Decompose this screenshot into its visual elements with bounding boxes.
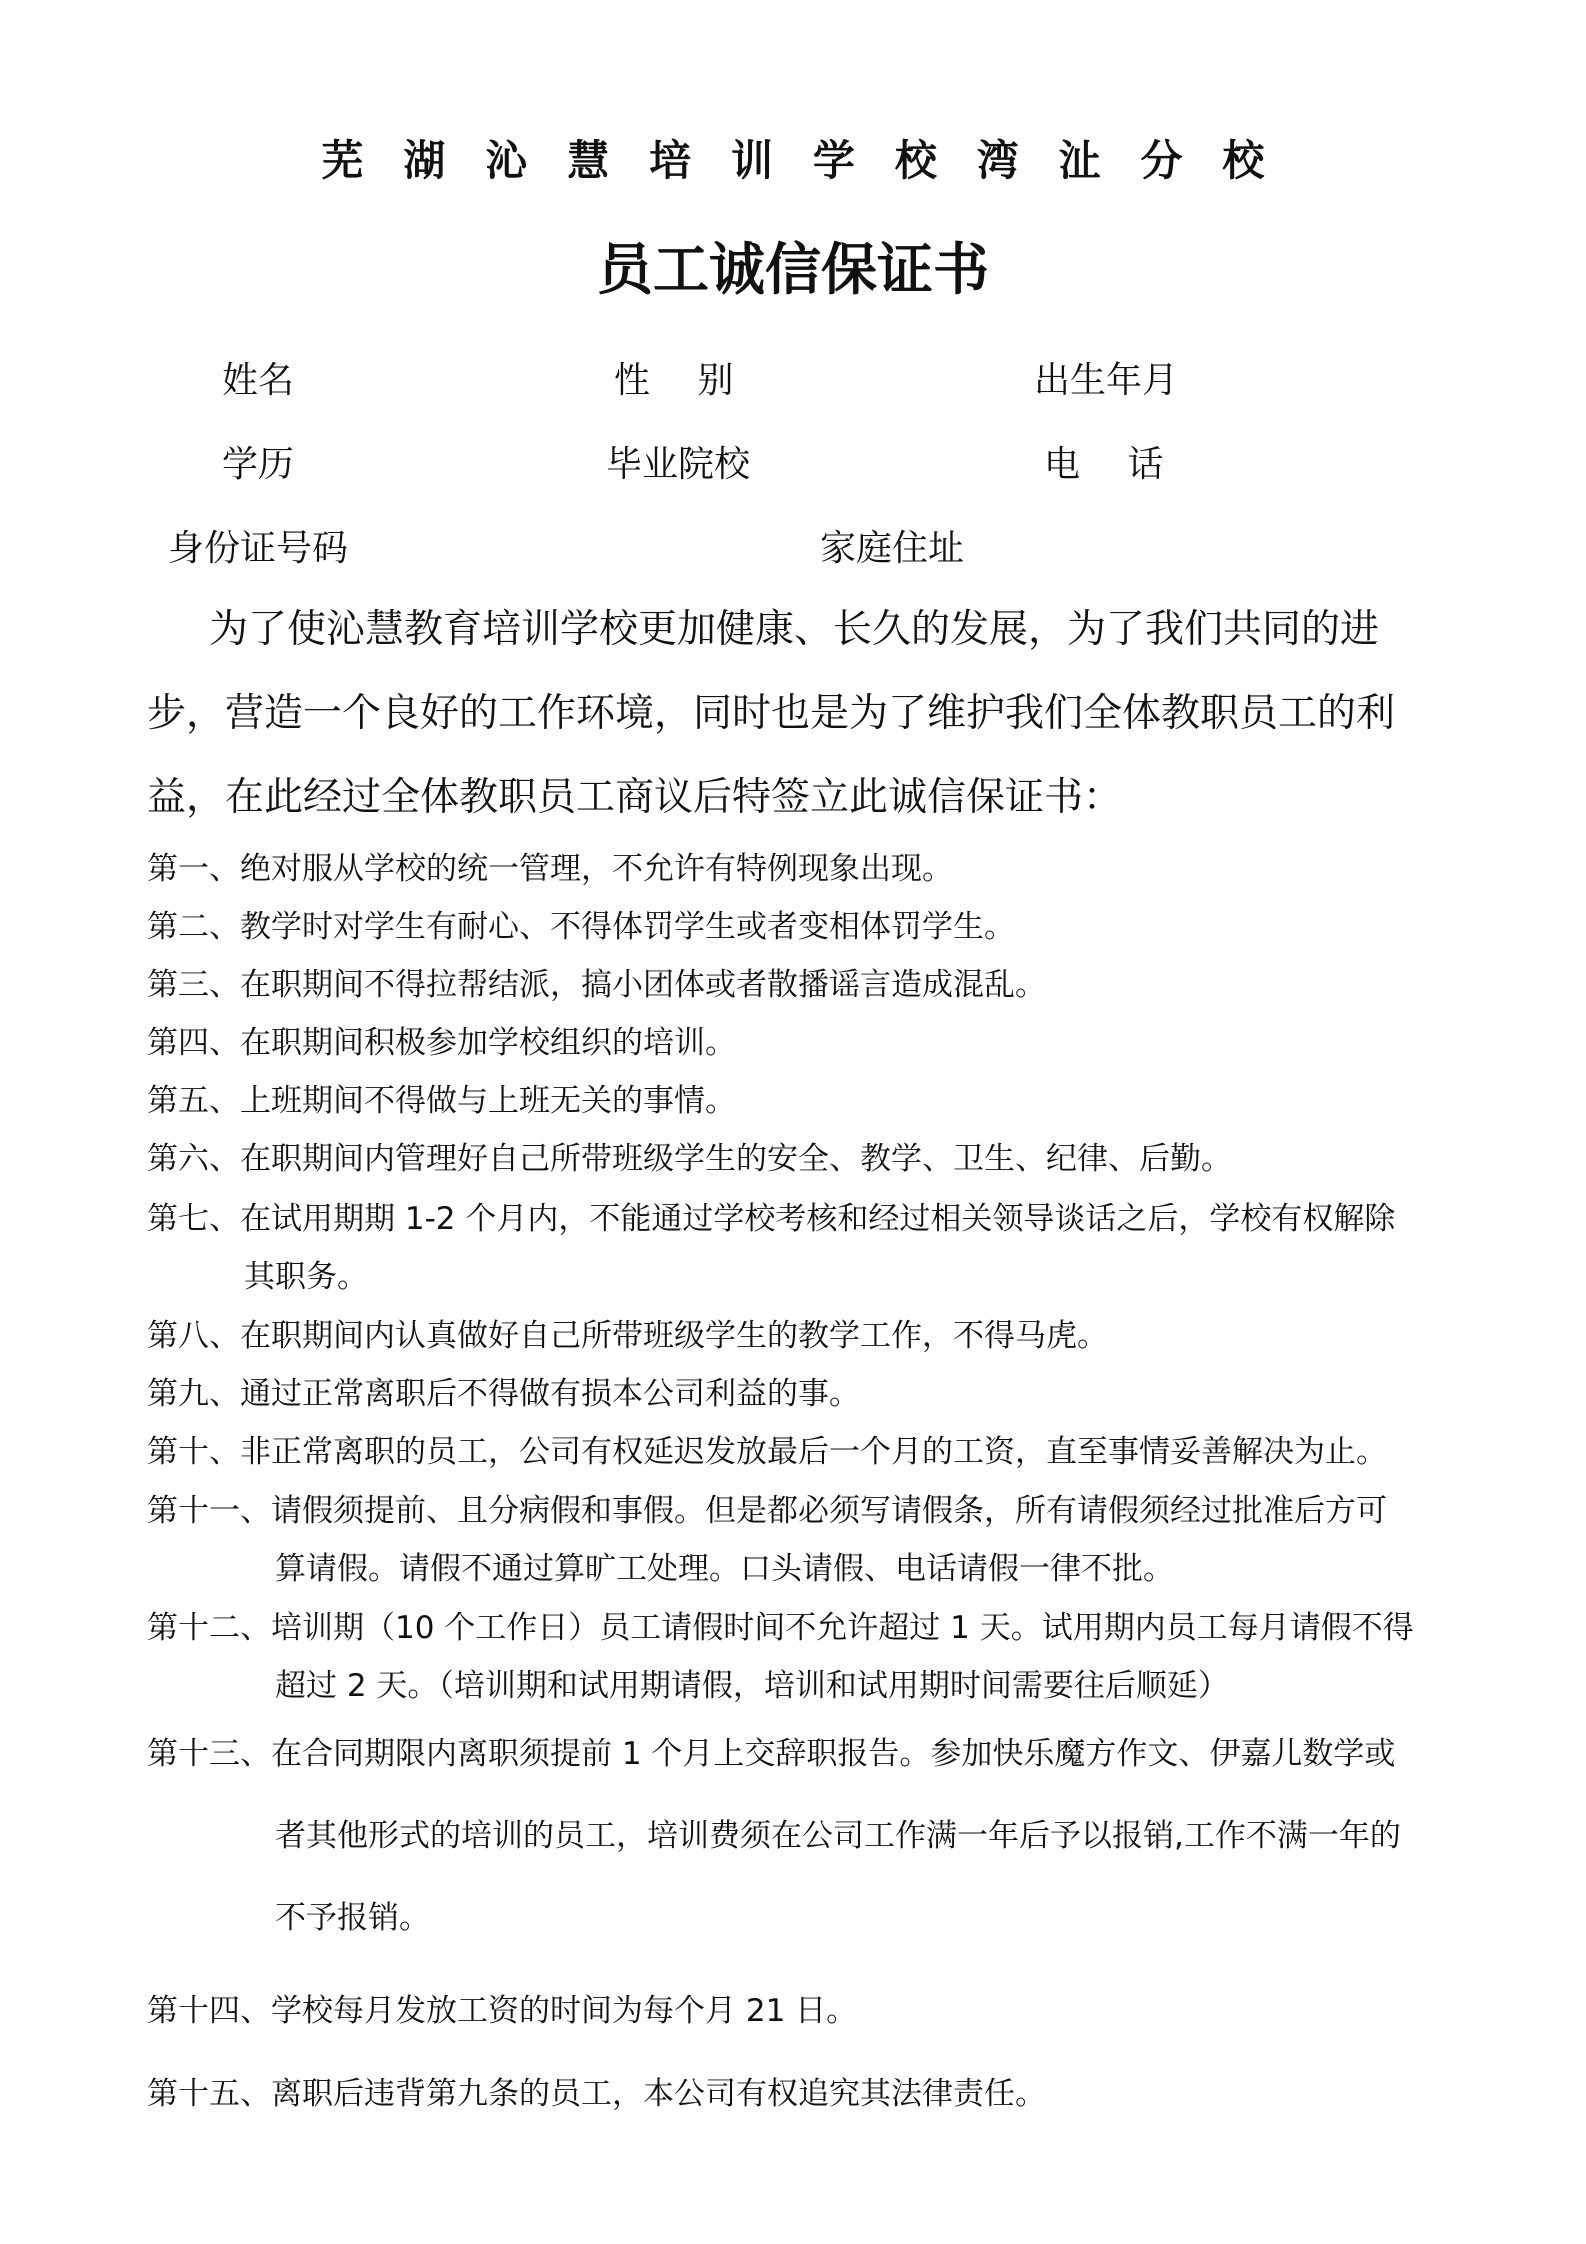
rule-label: 第八、 xyxy=(147,1318,240,1354)
rule-label: 第一、 xyxy=(147,851,240,887)
rule-label: 第五、 xyxy=(147,1083,240,1119)
rule-label: 第十二、 xyxy=(147,1610,271,1646)
rule-text: 通过正常离职后不得做有损本公司利益的事。 xyxy=(240,1376,860,1412)
rule-text: 上班期间不得做与上班无关的事情。 xyxy=(240,1083,736,1119)
rule-label: 第七、 xyxy=(147,1201,240,1237)
rule-text: 绝对服从学校的统一管理，不允许有特例现象出现。 xyxy=(240,851,953,887)
rule-item xyxy=(147,1075,1457,1120)
rule-label: 第六、 xyxy=(147,1141,240,1177)
rule-item xyxy=(147,1602,1457,1704)
rule-text: 在试用期期 1-2 个月内，不能通过学校考核和经过相关领导谈话之后，学校有权解除 xyxy=(240,1201,1396,1237)
rule-item xyxy=(147,1485,1457,1587)
rule-item xyxy=(147,843,1457,888)
rule-text: 者其他形式的培训的员工，培训费须在公司工作满一年后予以报销,工作不满一年的 xyxy=(275,1818,1401,1854)
rule-item xyxy=(147,2068,1457,2113)
field-phone-label: 电 话 xyxy=(1044,444,1164,485)
rule-text: 教学时对学生有耐心、不得体罚学生或者变相体罚学生。 xyxy=(240,909,1015,945)
field-birth-label: 出生年月 xyxy=(1034,360,1179,401)
rule-text: 在合同期限内离职须提前 1 个月上交辞职报告。参加快乐魔方作文、伊嘉儿数学或 xyxy=(271,1736,1396,1772)
rule-text: 在职期间内管理好自己所带班级学生的安全、教学、卫生、纪律、后勤。 xyxy=(240,1141,1232,1177)
rule-item xyxy=(147,1310,1457,1355)
rule-text: 离职后违背第九条的员工，本公司有权追究其法律责任。 xyxy=(271,2076,1046,2112)
rule-item xyxy=(147,1368,1457,1413)
rule-label: 第九、 xyxy=(147,1376,240,1412)
school-name: 芜湖沁慧培训学校湾沚分校 xyxy=(321,136,1305,185)
rule-label: 第十五、 xyxy=(147,2076,271,2112)
rule-label: 第二、 xyxy=(147,909,240,945)
rule-item xyxy=(147,1017,1457,1062)
field-id-number-label: 身份证号码 xyxy=(168,528,349,569)
document-title: 员工诚信保证书 xyxy=(597,238,989,303)
rule-item xyxy=(147,1985,1457,2030)
rule-label: 第十一、 xyxy=(147,1493,271,1529)
rule-text: 超过 2 天。（培训期和试用期请假，培训和试用期时间需要往后顺延） xyxy=(275,1668,1229,1704)
field-graduate-school-label: 毕业院校 xyxy=(606,444,751,485)
rule-text: 算请假。请假不通过算旷工处理。口头请假、电话请假一律不批。 xyxy=(275,1551,1174,1587)
rule-label: 第四、 xyxy=(147,1025,240,1061)
rule-text: 学校每月发放工资的时间为每个月 21 日。 xyxy=(271,1993,858,2029)
rule-text: 培训期（10 个工作日）员工请假时间不允许超过 1 天。试用期内员工每月请假不得 xyxy=(271,1610,1414,1646)
field-education-label: 学历 xyxy=(222,444,295,485)
rule-label: 第十四、 xyxy=(147,1993,271,2029)
rule-label: 第十三、 xyxy=(147,1736,271,1772)
rule-item xyxy=(147,1193,1457,1295)
rule-label: 第十、 xyxy=(147,1434,240,1470)
field-gender-label: 性 别 xyxy=(614,360,734,401)
intro-paragraph: 为了使沁慧教育培训学校更加健康、长久的发展，为了我们共同的进步，营造一个良好的工作环境，同时也是为了维护我们全体教职员工的利益，在此经过全体教职员工商议后特签立此诚信保证书： xyxy=(147,607,1396,820)
rule-text: 其职务。 xyxy=(244,1259,368,1295)
rule-text: 非正常离职的员工，公司有权延迟发放最后一个月的工资，直至事情妥善解决为止。 xyxy=(240,1434,1387,1470)
rule-item xyxy=(147,1426,1457,1471)
rule-text: 不予报销。 xyxy=(275,1900,430,1936)
rule-label: 第三、 xyxy=(147,967,240,1003)
field-address-label: 家庭住址 xyxy=(820,528,965,569)
rule-item xyxy=(147,1133,1457,1178)
rule-item xyxy=(147,959,1457,1004)
rule-item xyxy=(147,901,1457,946)
field-name-label: 姓名 xyxy=(222,360,295,401)
rule-text: 在职期间不得拉帮结派，搞小团体或者散播谣言造成混乱。 xyxy=(240,967,1046,1003)
rule-text: 在职期间积极参加学校组织的培训。 xyxy=(240,1025,736,1061)
rule-text: 在职期间内认真做好自己所带班级学生的教学工作，不得马虎。 xyxy=(240,1318,1108,1354)
rule-text: 请假须提前、且分病假和事假。但是都必须写请假条，所有请假须经过批准后方可 xyxy=(271,1493,1387,1529)
rule-item xyxy=(147,1728,1457,1936)
